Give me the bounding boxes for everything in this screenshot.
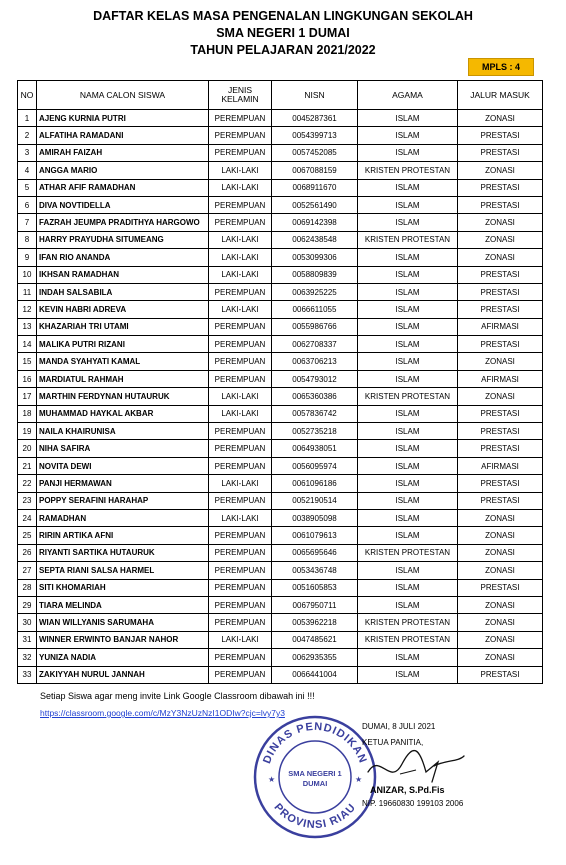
col-religion-cell: KRISTEN PROTESTAN <box>358 631 458 648</box>
col-name-cell: WINNER ERWINTO BANJAR NAHOR <box>37 631 209 648</box>
col-nisn-cell: 0053962218 <box>272 614 358 631</box>
header-col-no: NO <box>18 81 37 110</box>
col-no-cell: 17 <box>18 388 37 405</box>
table-row <box>18 370 543 387</box>
col-no-cell: 8 <box>18 231 37 248</box>
col-religion-cell: ISLAM <box>358 509 458 526</box>
col-nisn-cell: 0055986766 <box>272 318 358 335</box>
col-gender-cell: LAKI-LAKI <box>209 231 272 248</box>
col-religion-cell: ISLAM <box>358 144 458 161</box>
col-admission-path-cell: PRESTASI <box>458 144 543 161</box>
col-gender-cell: PEREMPUAN <box>209 214 272 231</box>
col-religion-cell: ISLAM <box>358 405 458 422</box>
col-no-cell: 10 <box>18 266 37 283</box>
table-row <box>18 649 543 666</box>
col-no-cell: 4 <box>18 162 37 179</box>
col-nisn-cell: 0057836742 <box>272 405 358 422</box>
col-gender-cell: PEREMPUAN <box>209 110 272 127</box>
col-nisn-cell: 0066611055 <box>272 301 358 318</box>
signatory-role: KETUA PANITIA, <box>362 738 424 747</box>
col-nisn-cell: 0052190514 <box>272 492 358 509</box>
col-gender-cell: PEREMPUAN <box>209 649 272 666</box>
col-religion-cell: ISLAM <box>358 266 458 283</box>
table-row <box>18 475 543 492</box>
col-admission-path-cell: ZONASI <box>458 527 543 544</box>
col-gender-cell: LAKI-LAKI <box>209 162 272 179</box>
col-nisn-cell: 0047485621 <box>272 631 358 648</box>
signatory-nip: NIP. 19660830 199103 2006 <box>362 799 464 808</box>
table-row <box>18 266 543 283</box>
col-nisn-cell: 0061079613 <box>272 527 358 544</box>
header-col-nisn: NISN <box>272 81 358 110</box>
col-name-cell: WIAN WILLYANIS SARUMAHA <box>37 614 209 631</box>
col-religion-cell: ISLAM <box>358 440 458 457</box>
col-gender-cell: PEREMPUAN <box>209 544 272 561</box>
col-religion-cell: ISLAM <box>358 649 458 666</box>
col-name-cell: ANGGA MARIO <box>37 162 209 179</box>
col-nisn-cell: 0038905098 <box>272 509 358 526</box>
col-religion-cell: ISLAM <box>358 475 458 492</box>
col-admission-path-cell: PRESTASI <box>458 179 543 196</box>
col-religion-cell: ISLAM <box>358 196 458 213</box>
col-religion-cell: KRISTEN PROTESTAN <box>358 544 458 561</box>
col-admission-path-cell: ZONASI <box>458 544 543 561</box>
col-admission-path-cell: ZONASI <box>458 649 543 666</box>
col-no-cell: 30 <box>18 614 37 631</box>
col-gender-cell: LAKI-LAKI <box>209 405 272 422</box>
table-body <box>18 110 543 684</box>
col-religion-cell: ISLAM <box>358 666 458 683</box>
col-nisn-cell: 0066441004 <box>272 666 358 683</box>
col-name-cell: SITI KHOMARIAH <box>37 579 209 596</box>
col-name-cell: MARDIATUL RAHMAH <box>37 370 209 387</box>
svg-text:PROVINSI RIAU: PROVINSI RIAU <box>271 801 359 832</box>
col-gender-cell: PEREMPUAN <box>209 527 272 544</box>
table-row <box>18 509 543 526</box>
col-admission-path-cell: PRESTASI <box>458 301 543 318</box>
col-name-cell: IFAN RIO ANANDA <box>37 249 209 266</box>
col-religion-cell: ISLAM <box>358 336 458 353</box>
col-admission-path-cell: ZONASI <box>458 388 543 405</box>
col-gender-cell: LAKI-LAKI <box>209 631 272 648</box>
col-nisn-cell: 0061096186 <box>272 475 358 492</box>
col-gender-cell: PEREMPUAN <box>209 318 272 335</box>
col-name-cell: ZAKIYYAH NURUL JANNAH <box>37 666 209 683</box>
col-admission-path-cell: PRESTASI <box>458 405 543 422</box>
col-admission-path-cell: PRESTASI <box>458 336 543 353</box>
col-no-cell: 32 <box>18 649 37 666</box>
header-col-admission-path: JALUR MASUK <box>458 81 543 110</box>
signatory-name: ANIZAR, S.Pd.Fis <box>370 785 445 795</box>
col-admission-path-cell: AFIRMASI <box>458 370 543 387</box>
table-row <box>18 562 543 579</box>
col-name-cell: NIHA SAFIRA <box>37 440 209 457</box>
col-no-cell: 15 <box>18 353 37 370</box>
col-admission-path-cell: PRESTASI <box>458 196 543 213</box>
col-nisn-cell: 0054793012 <box>272 370 358 387</box>
col-nisn-cell: 0053099306 <box>272 249 358 266</box>
col-admission-path-cell: ZONASI <box>458 249 543 266</box>
col-nisn-cell: 0062935355 <box>272 649 358 666</box>
table-row <box>18 544 543 561</box>
col-admission-path-cell: ZONASI <box>458 631 543 648</box>
table-row <box>18 196 543 213</box>
table-row <box>18 492 543 509</box>
col-nisn-cell: 0069142398 <box>272 214 358 231</box>
col-name-cell: HARRY PRAYUDHA SITUMEANG <box>37 231 209 248</box>
col-nisn-cell: 0067950711 <box>272 596 358 613</box>
col-name-cell: INDAH SALSABILA <box>37 283 209 300</box>
table-row <box>18 527 543 544</box>
table-row <box>18 318 543 335</box>
table-row <box>18 353 543 370</box>
col-no-cell: 16 <box>18 370 37 387</box>
col-name-cell: KEVIN HABRI ADREVA <box>37 301 209 318</box>
classroom-instruction: Setiap Siswa agar meng invite Link Google Classroom dibawah ini !!! <box>40 691 315 701</box>
col-religion-cell: ISLAM <box>358 214 458 231</box>
col-gender-cell: PEREMPUAN <box>209 336 272 353</box>
svg-text:DUMAI: DUMAI <box>302 779 328 788</box>
col-religion-cell: ISLAM <box>358 301 458 318</box>
col-admission-path-cell: ZONASI <box>458 110 543 127</box>
col-religion-cell: KRISTEN PROTESTAN <box>358 614 458 631</box>
col-no-cell: 24 <box>18 509 37 526</box>
col-gender-cell: PEREMPUAN <box>209 457 272 474</box>
col-no-cell: 33 <box>18 666 37 683</box>
signing-place-date: DUMAI, 8 JULI 2021 <box>362 722 436 731</box>
col-no-cell: 6 <box>18 196 37 213</box>
table-row <box>18 162 543 179</box>
col-gender-cell: LAKI-LAKI <box>209 509 272 526</box>
col-admission-path-cell: PRESTASI <box>458 579 543 596</box>
col-admission-path-cell: ZONASI <box>458 614 543 631</box>
col-no-cell: 2 <box>18 127 37 144</box>
col-religion-cell: ISLAM <box>358 527 458 544</box>
col-no-cell: 29 <box>18 596 37 613</box>
col-name-cell: TIARA MELINDA <box>37 596 209 613</box>
col-nisn-cell: 0057452085 <box>272 144 358 161</box>
col-no-cell: 19 <box>18 423 37 440</box>
col-admission-path-cell: PRESTASI <box>458 283 543 300</box>
col-admission-path-cell: ZONASI <box>458 562 543 579</box>
col-no-cell: 12 <box>18 301 37 318</box>
col-name-cell: ALFATIHA RAMADANI <box>37 127 209 144</box>
google-classroom-link[interactable]: https://classroom.google.com/c/MzY3NzUzNzI1ODIw?cjc=lvy7y3 <box>40 708 285 718</box>
col-admission-path-cell: PRESTASI <box>458 127 543 144</box>
col-admission-path-cell: PRESTASI <box>458 266 543 283</box>
table-row <box>18 631 543 648</box>
col-nisn-cell: 0058809839 <box>272 266 358 283</box>
col-name-cell: FAZRAH JEUMPA PRADITHYA HARGOWO <box>37 214 209 231</box>
col-no-cell: 22 <box>18 475 37 492</box>
col-religion-cell: ISLAM <box>358 283 458 300</box>
svg-text:★: ★ <box>355 775 363 784</box>
col-admission-path-cell: AFIRMASI <box>458 318 543 335</box>
col-nisn-cell: 0056095974 <box>272 457 358 474</box>
col-religion-cell: ISLAM <box>358 596 458 613</box>
table-row <box>18 596 543 613</box>
col-name-cell: RIRIN ARTIKA AFNI <box>37 527 209 544</box>
student-roster-table <box>17 80 543 684</box>
table-row <box>18 301 543 318</box>
col-nisn-cell: 0051605853 <box>272 579 358 596</box>
col-religion-cell: ISLAM <box>358 492 458 509</box>
col-nisn-cell: 0052561490 <box>272 196 358 213</box>
col-gender-cell: LAKI-LAKI <box>209 179 272 196</box>
col-gender-cell: PEREMPUAN <box>209 144 272 161</box>
table-row <box>18 457 543 474</box>
col-admission-path-cell: ZONASI <box>458 214 543 231</box>
col-gender-cell: PEREMPUAN <box>209 127 272 144</box>
col-no-cell: 31 <box>18 631 37 648</box>
col-religion-cell: ISLAM <box>358 579 458 596</box>
col-name-cell: PANJI HERMAWAN <box>37 475 209 492</box>
col-religion-cell: ISLAM <box>358 370 458 387</box>
col-name-cell: SEPTA RIANI SALSA HARMEL <box>37 562 209 579</box>
svg-text:DINAS PENDIDIKAN: DINAS PENDIDIKAN <box>261 720 369 766</box>
table-row <box>18 144 543 161</box>
col-no-cell: 11 <box>18 283 37 300</box>
col-name-cell: MUHAMMAD HAYKAL AKBAR <box>37 405 209 422</box>
col-gender-cell: PEREMPUAN <box>209 614 272 631</box>
col-gender-cell: LAKI-LAKI <box>209 266 272 283</box>
col-admission-path-cell: ZONASI <box>458 509 543 526</box>
col-no-cell: 20 <box>18 440 37 457</box>
col-no-cell: 27 <box>18 562 37 579</box>
table-row <box>18 405 543 422</box>
svg-text:★: ★ <box>268 775 276 784</box>
col-name-cell: MALIKA PUTRI RIZANI <box>37 336 209 353</box>
svg-text:SMA NEGERI 1: SMA NEGERI 1 <box>288 769 342 778</box>
col-no-cell: 28 <box>18 579 37 596</box>
table-row <box>18 110 543 127</box>
col-gender-cell: PEREMPUAN <box>209 579 272 596</box>
col-name-cell: AMIRAH FAIZAH <box>37 144 209 161</box>
col-nisn-cell: 0067088159 <box>272 162 358 179</box>
col-nisn-cell: 0063706213 <box>272 353 358 370</box>
col-gender-cell: PEREMPUAN <box>209 666 272 683</box>
col-gender-cell: PEREMPUAN <box>209 492 272 509</box>
col-no-cell: 18 <box>18 405 37 422</box>
col-religion-cell: ISLAM <box>358 110 458 127</box>
col-admission-path-cell: PRESTASI <box>458 475 543 492</box>
col-gender-cell: LAKI-LAKI <box>209 249 272 266</box>
col-admission-path-cell: PRESTASI <box>458 666 543 683</box>
col-religion-cell: KRISTEN PROTESTAN <box>358 388 458 405</box>
col-nisn-cell: 0068911670 <box>272 179 358 196</box>
col-nisn-cell: 0062438548 <box>272 231 358 248</box>
mpls-class-badge: MPLS : 4 <box>468 58 534 76</box>
table-header-row <box>18 81 543 110</box>
col-admission-path-cell: ZONASI <box>458 231 543 248</box>
col-gender-cell: PEREMPUAN <box>209 283 272 300</box>
col-name-cell: NAILA KHAIRUNISA <box>37 423 209 440</box>
col-no-cell: 3 <box>18 144 37 161</box>
col-name-cell: RAMADHAN <box>37 509 209 526</box>
col-admission-path-cell: ZONASI <box>458 162 543 179</box>
col-nisn-cell: 0063925225 <box>272 283 358 300</box>
col-admission-path-cell: ZONASI <box>458 596 543 613</box>
academic-year: TAHUN PELAJARAN 2021/2022 <box>190 43 376 57</box>
col-nisn-cell: 0045287361 <box>272 110 358 127</box>
col-gender-cell: LAKI-LAKI <box>209 475 272 492</box>
col-no-cell: 1 <box>18 110 37 127</box>
col-no-cell: 9 <box>18 249 37 266</box>
col-name-cell: POPPY SERAFINI HARAHAP <box>37 492 209 509</box>
col-religion-cell: ISLAM <box>358 127 458 144</box>
col-nisn-cell: 0054399713 <box>272 127 358 144</box>
col-name-cell: NOVITA DEWI <box>37 457 209 474</box>
table-row <box>18 214 543 231</box>
col-nisn-cell: 0062708337 <box>272 336 358 353</box>
col-no-cell: 7 <box>18 214 37 231</box>
table-row <box>18 127 543 144</box>
col-gender-cell: PEREMPUAN <box>209 596 272 613</box>
col-gender-cell: PEREMPUAN <box>209 562 272 579</box>
col-nisn-cell: 0052735218 <box>272 423 358 440</box>
col-religion-cell: ISLAM <box>358 353 458 370</box>
col-no-cell: 23 <box>18 492 37 509</box>
col-nisn-cell: 0065695646 <box>272 544 358 561</box>
document-title: DAFTAR KELAS MASA PENGENALAN LINGKUNGAN SEKOLAH <box>93 9 473 23</box>
col-no-cell: 14 <box>18 336 37 353</box>
col-name-cell: ATHAR AFIF RAMADHAN <box>37 179 209 196</box>
col-gender-cell: PEREMPUAN <box>209 423 272 440</box>
school-name: SMA NEGERI 1 DUMAI <box>216 26 350 40</box>
col-no-cell: 25 <box>18 527 37 544</box>
col-admission-path-cell: ZONASI <box>458 353 543 370</box>
col-religion-cell: ISLAM <box>358 249 458 266</box>
header-col-name: NAMA CALON SISWA <box>37 81 209 110</box>
col-gender-cell: PEREMPUAN <box>209 370 272 387</box>
table-row <box>18 423 543 440</box>
col-gender-cell: PEREMPUAN <box>209 353 272 370</box>
col-religion-cell: KRISTEN PROTESTAN <box>358 231 458 248</box>
table-row <box>18 666 543 683</box>
table-row <box>18 579 543 596</box>
col-no-cell: 26 <box>18 544 37 561</box>
col-gender-cell: PEREMPUAN <box>209 440 272 457</box>
col-religion-cell: ISLAM <box>358 318 458 335</box>
table-row <box>18 336 543 353</box>
col-name-cell: AJENG KURNIA PUTRI <box>37 110 209 127</box>
col-name-cell: MANDA SYAHYATI KAMAL <box>37 353 209 370</box>
table-row <box>18 249 543 266</box>
col-admission-path-cell: AFIRMASI <box>458 457 543 474</box>
col-admission-path-cell: PRESTASI <box>458 492 543 509</box>
col-gender-cell: PEREMPUAN <box>209 196 272 213</box>
table-row <box>18 440 543 457</box>
col-admission-path-cell: PRESTASI <box>458 423 543 440</box>
col-name-cell: YUNIZA NADIA <box>37 649 209 666</box>
table-row <box>18 388 543 405</box>
table-row <box>18 283 543 300</box>
col-name-cell: IKHSAN RAMADHAN <box>37 266 209 283</box>
col-name-cell: MARTHIN FERDYNAN HUTAURUK <box>37 388 209 405</box>
col-nisn-cell: 0064938051 <box>272 440 358 457</box>
col-religion-cell: ISLAM <box>358 457 458 474</box>
col-nisn-cell: 0053436748 <box>272 562 358 579</box>
col-religion-cell: ISLAM <box>358 423 458 440</box>
col-nisn-cell: 0065360386 <box>272 388 358 405</box>
col-religion-cell: ISLAM <box>358 562 458 579</box>
header-col-religion: AGAMA <box>358 81 458 110</box>
header-col-gender: JENIS KELAMIN <box>209 81 272 110</box>
table-row <box>18 179 543 196</box>
table-row <box>18 231 543 248</box>
col-admission-path-cell: PRESTASI <box>458 440 543 457</box>
col-gender-cell: LAKI-LAKI <box>209 388 272 405</box>
col-no-cell: 5 <box>18 179 37 196</box>
col-religion-cell: ISLAM <box>358 179 458 196</box>
table-row <box>18 614 543 631</box>
col-name-cell: KHAZARIAH TRI UTAMI <box>37 318 209 335</box>
col-no-cell: 13 <box>18 318 37 335</box>
col-no-cell: 21 <box>18 457 37 474</box>
col-name-cell: DIVA NOVTIDELLA <box>37 196 209 213</box>
col-religion-cell: KRISTEN PROTESTAN <box>358 162 458 179</box>
col-gender-cell: LAKI-LAKI <box>209 301 272 318</box>
col-name-cell: RIYANTI SARTIKA HUTAURUK <box>37 544 209 561</box>
